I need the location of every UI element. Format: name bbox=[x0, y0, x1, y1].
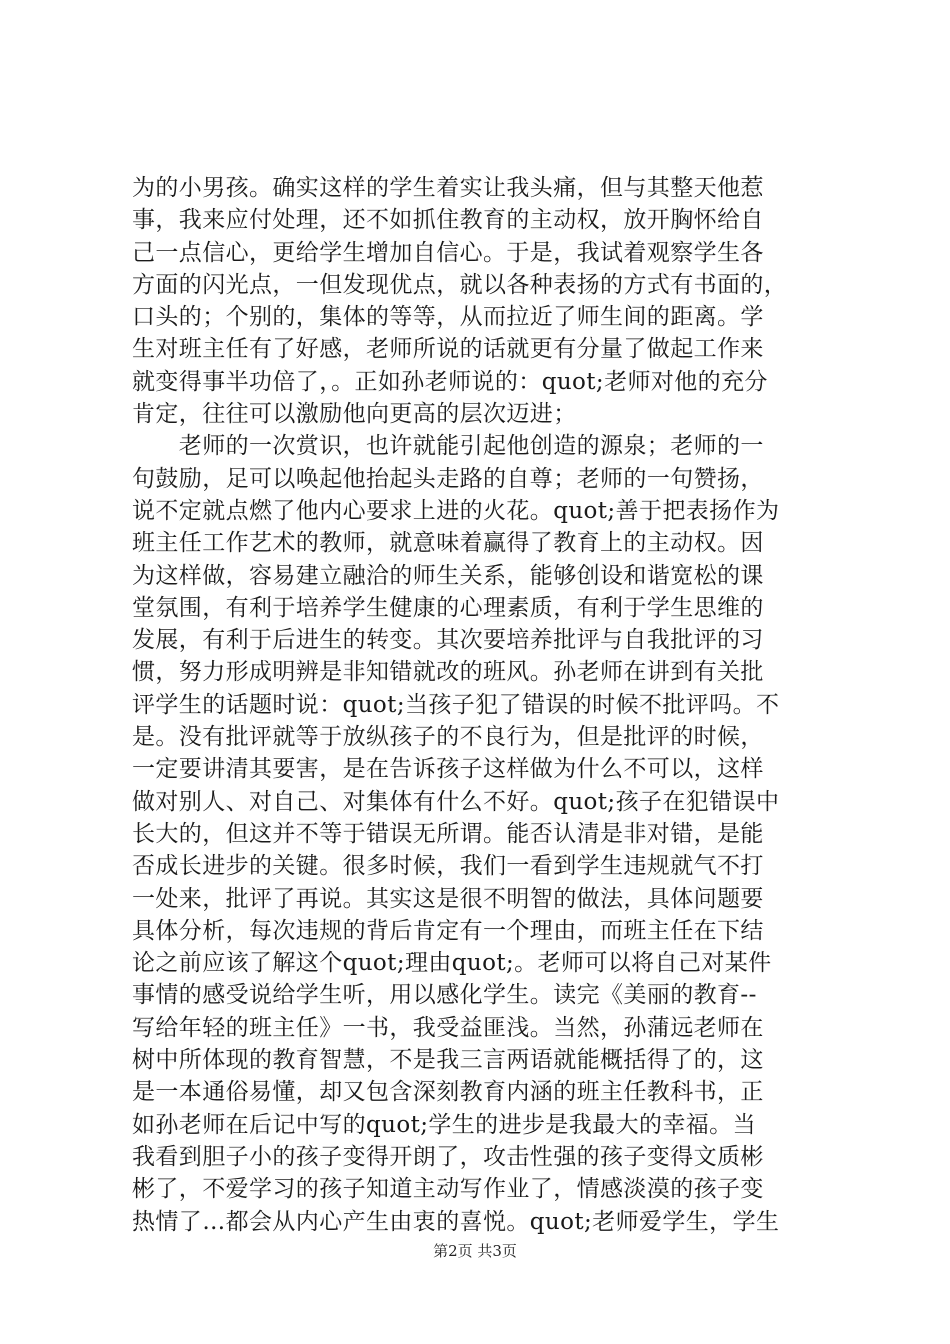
text-line: 是一本通俗易懂，却又包含深刻教育内涵的班主任教科书，正 bbox=[132, 1079, 764, 1106]
text-line: 句鼓励，足可以唤起他抬起头走路的自尊；老师的一句赞扬， bbox=[132, 465, 764, 492]
page-footer: 第2页 共3页 bbox=[433, 1242, 517, 1260]
text-line: 老师的一次赏识，也许就能引起他创造的源泉；老师的一 bbox=[132, 433, 764, 460]
text-line: 长大的，但这并不等于错误无所谓。能否认清是非对错，是能 bbox=[132, 820, 764, 847]
text-line: 写给年轻的班主任》一书，我受益匪浅。当然，孙蒲远老师在 bbox=[132, 1014, 764, 1041]
text-line: 为的小男孩。确实这样的学生着实让我头痛，但与其整天他惹 bbox=[132, 175, 764, 201]
text-line: 一定要讲清其要害，是在告诉孩子这样做为什么不可以，这样 bbox=[132, 756, 764, 783]
text-line: 具体分析，每次违规的背后肯定有一个理由，而班主任在下结 bbox=[132, 917, 764, 944]
text-line: 己一点信心，更给学生增加自信心。于是，我试着观察学生各 bbox=[132, 239, 764, 266]
text-line: 如孙老师在后记中写的quot;学生的进步是我最大的幸福。当 bbox=[132, 1111, 756, 1138]
body-text bbox=[132, 172, 842, 1238]
text-line: 是。没有批评就等于放纵孩子的不良行为，但是批评的时候， bbox=[132, 724, 764, 751]
text-line: 班主任工作艺术的教师，就意味着赢得了教育上的主动权。因 bbox=[132, 530, 764, 557]
text-line: 惯，努力形成明辨是非知错就改的班风。孙老师在讲到有关批 bbox=[132, 659, 764, 686]
text-line: 肯定，往往可以激励他向更高的层次迈进； bbox=[132, 401, 577, 428]
text-line: 为这样做，容易建立融洽的师生关系，能够创设和谐宽松的课 bbox=[132, 562, 764, 589]
text-line: 发展，有利于后进生的转变。其次要培养批评与自我批评的习 bbox=[132, 627, 764, 654]
text-line: 一处来，批评了再说。其实这是很不明智的做法，具体问题要 bbox=[132, 885, 764, 912]
text-line: 热情了…都会从内心产生由衷的喜悦。quot;老师爱学生，学生 bbox=[132, 1208, 780, 1235]
text-line: 方面的闪光点，一但发现优点，就以各种表扬的方式有书面的， bbox=[132, 271, 788, 298]
text-line: 我看到胆子小的孩子变得开朗了，攻击性强的孩子变得文质彬 bbox=[132, 1143, 764, 1170]
text-line: 做对别人、对自己、对集体有什么不好。quot;孩子在犯错误中 bbox=[132, 788, 780, 815]
text-line: 说不定就点燃了他内心要求上进的火花。quot;善于把表扬作为 bbox=[132, 497, 780, 524]
text-line: 生对班主任有了好感，老师所说的话就更有分量了做起工作来 bbox=[132, 336, 764, 363]
text-line: 事，我来应付处理，还不如抓住教育的主动权，放开胸怀给自 bbox=[132, 207, 764, 234]
text-line: 彬了，不爱学习的孩子知道主动写作业了，情感淡漠的孩子变 bbox=[132, 1176, 764, 1203]
text-line: 堂氛围，有利于培养学生健康的心理素质，有利于学生思维的 bbox=[132, 594, 764, 621]
text-line: 树中所体现的教育智慧，不是我三言两语就能概括得了的，这 bbox=[132, 1047, 764, 1074]
text-line: 论之前应该了解这个quot;理由quot;。老师可以将自己对某件 bbox=[132, 950, 772, 977]
text-line: 评学生的话题时说：quot;当孩子犯了错误的时候不批评吗。不 bbox=[132, 691, 780, 718]
text-line: 就变得事半功倍了，。正如孙老师说的：quot;老师对他的充分 bbox=[132, 368, 768, 395]
text-line: 口头的；个别的，集体的等等，从而拉近了师生间的距离。学 bbox=[132, 304, 764, 331]
text-line: 事情的感受说给学生听，用以感化学生。读完《美丽的教育-- bbox=[132, 982, 757, 1009]
text-line: 否成长进步的关键。很多时候，我们一看到学生违规就气不打 bbox=[132, 853, 764, 880]
